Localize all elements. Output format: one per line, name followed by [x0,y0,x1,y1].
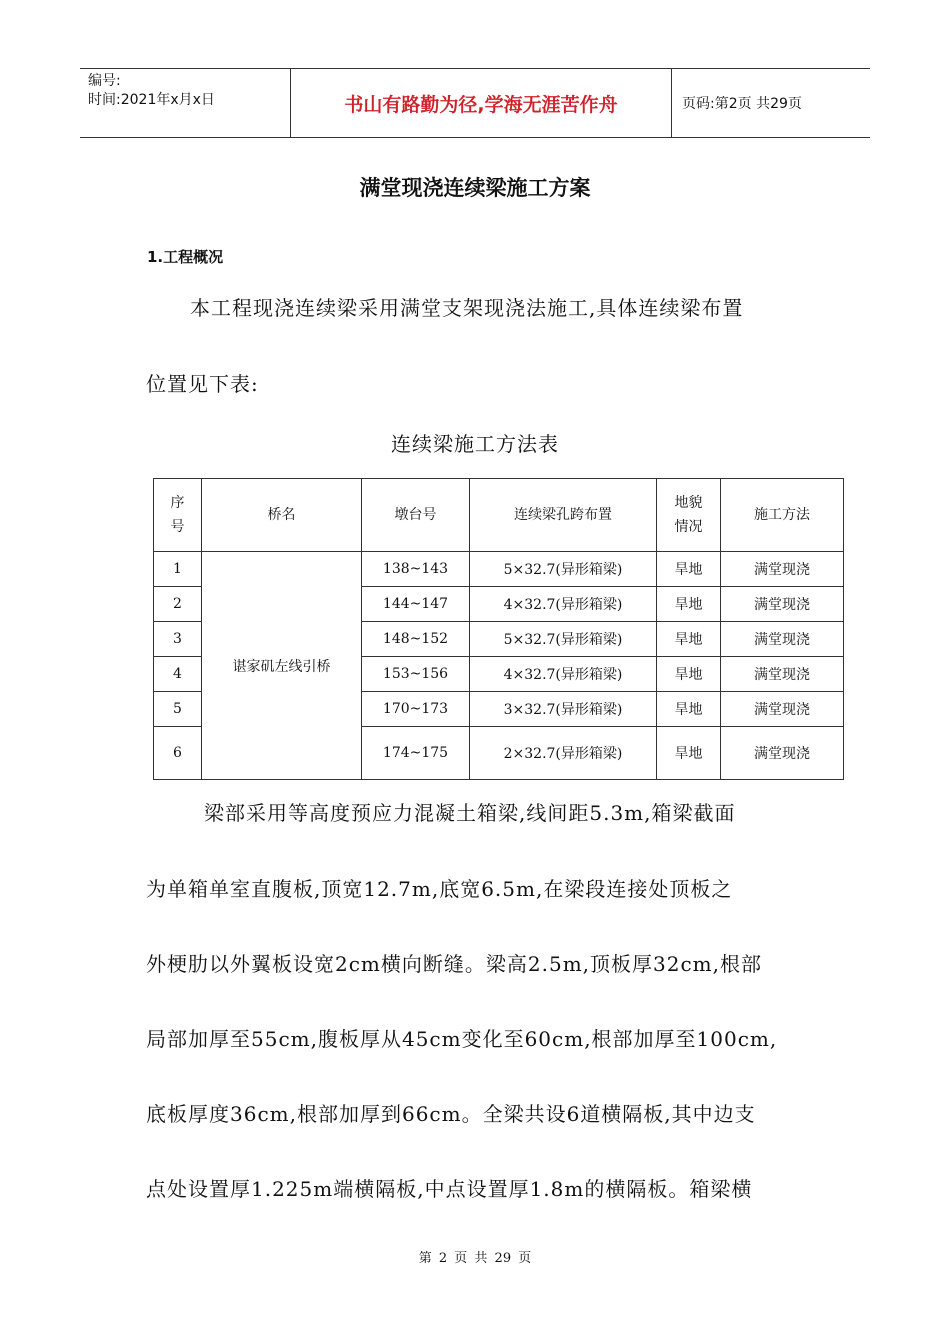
cell-span: 5×32.7(异形箱梁) [470,552,657,587]
cell-number: 5 [154,692,202,727]
cell-number: 4 [154,657,202,692]
header-cell-terrain: 地貌情况 [657,479,721,552]
page-footer: 第 2 页 共 29 页 [418,1251,532,1266]
body-line-2: 为单箱单室直腹板,顶宽12.7m,底宽6.5m,在梁段连接处顶板之 [146,877,733,901]
cell-method: 满堂现浇 [721,657,844,692]
body-line-5: 底板厚度36cm,根部加厚到66cm。全梁共设6道横隔板,其中边支 [146,1102,756,1126]
cell-method: 满堂现浇 [721,692,844,727]
cell-number: 6 [154,727,202,780]
body-line-3: 外梗肋以外翼板设宽2cm横向断缝。梁高2.5m,顶板厚32cm,根部 [146,952,762,976]
section-heading: 1.工程概况 [147,248,224,266]
cell-span: 4×32.7(异形箱梁) [470,587,657,622]
cell-terrain: 旱地 [657,657,721,692]
page-header [80,68,870,138]
cell-method: 满堂现浇 [721,587,844,622]
cell-number: 3 [154,622,202,657]
intro-line-2: 位置见下表: [146,372,259,396]
header-motto: 书山有路勤为径,学海无涯苦作舟 [290,69,672,137]
cell-pier: 170~173 [362,692,470,727]
cell-method: 满堂现浇 [721,552,844,587]
document-number-label: 编号: [88,73,121,89]
cell-terrain: 旱地 [657,587,721,622]
header-cell-pier: 墩台号 [362,479,470,552]
table-caption: 连续梁施工方法表 [391,432,559,456]
cell-number: 2 [154,587,202,622]
construction-method-table [153,478,844,780]
body-line-6: 点处设置厚1.225m端横隔板,中点设置厚1.8m的横隔板。箱梁横 [146,1177,753,1201]
header-cell-span: 连续梁孔跨布置 [470,479,657,552]
cell-pier: 153~156 [362,657,470,692]
cell-method: 满堂现浇 [721,727,844,780]
cell-terrain: 旱地 [657,622,721,657]
header-cell-bridge-name: 桥名 [202,479,362,552]
table-row [154,552,844,587]
cell-terrain: 旱地 [657,727,721,780]
cell-terrain: 旱地 [657,692,721,727]
cell-pier: 144~147 [362,587,470,622]
cell-bridge-name: 谌家矶左线引桥 [202,552,362,780]
cell-span: 4×32.7(异形箱梁) [470,657,657,692]
header-cell-method: 施工方法 [721,479,844,552]
cell-span: 2×32.7(异形箱梁) [470,727,657,780]
cell-pier: 174~175 [362,727,470,780]
cell-span: 5×32.7(异形箱梁) [470,622,657,657]
document-title: 满堂现浇连续梁施工方案 [359,176,591,200]
body-line-4: 局部加厚至55cm,腹板厚从45cm变化至60cm,根部加厚至100cm, [146,1027,778,1051]
cell-terrain: 旱地 [657,552,721,587]
body-line-1: 梁部采用等高度预应力混凝土箱梁,线间距5.3m,箱梁截面 [204,801,736,825]
cell-pier: 138~143 [362,552,470,587]
cell-pier: 148~152 [362,622,470,657]
table-header-row [154,479,844,552]
header-meta [80,69,290,137]
cell-number: 1 [154,552,202,587]
cell-span: 3×32.7(异形箱梁) [470,692,657,727]
intro-line-1: 本工程现浇连续梁采用满堂支架现浇法施工,具体连续梁布置 [190,296,744,320]
header-cell-number: 序号 [154,479,202,552]
header-page-number: 页码:第2页 共29页 [682,96,802,112]
cell-method: 满堂现浇 [721,622,844,657]
document-date-label: 时间:2021年x月x日 [88,92,215,108]
